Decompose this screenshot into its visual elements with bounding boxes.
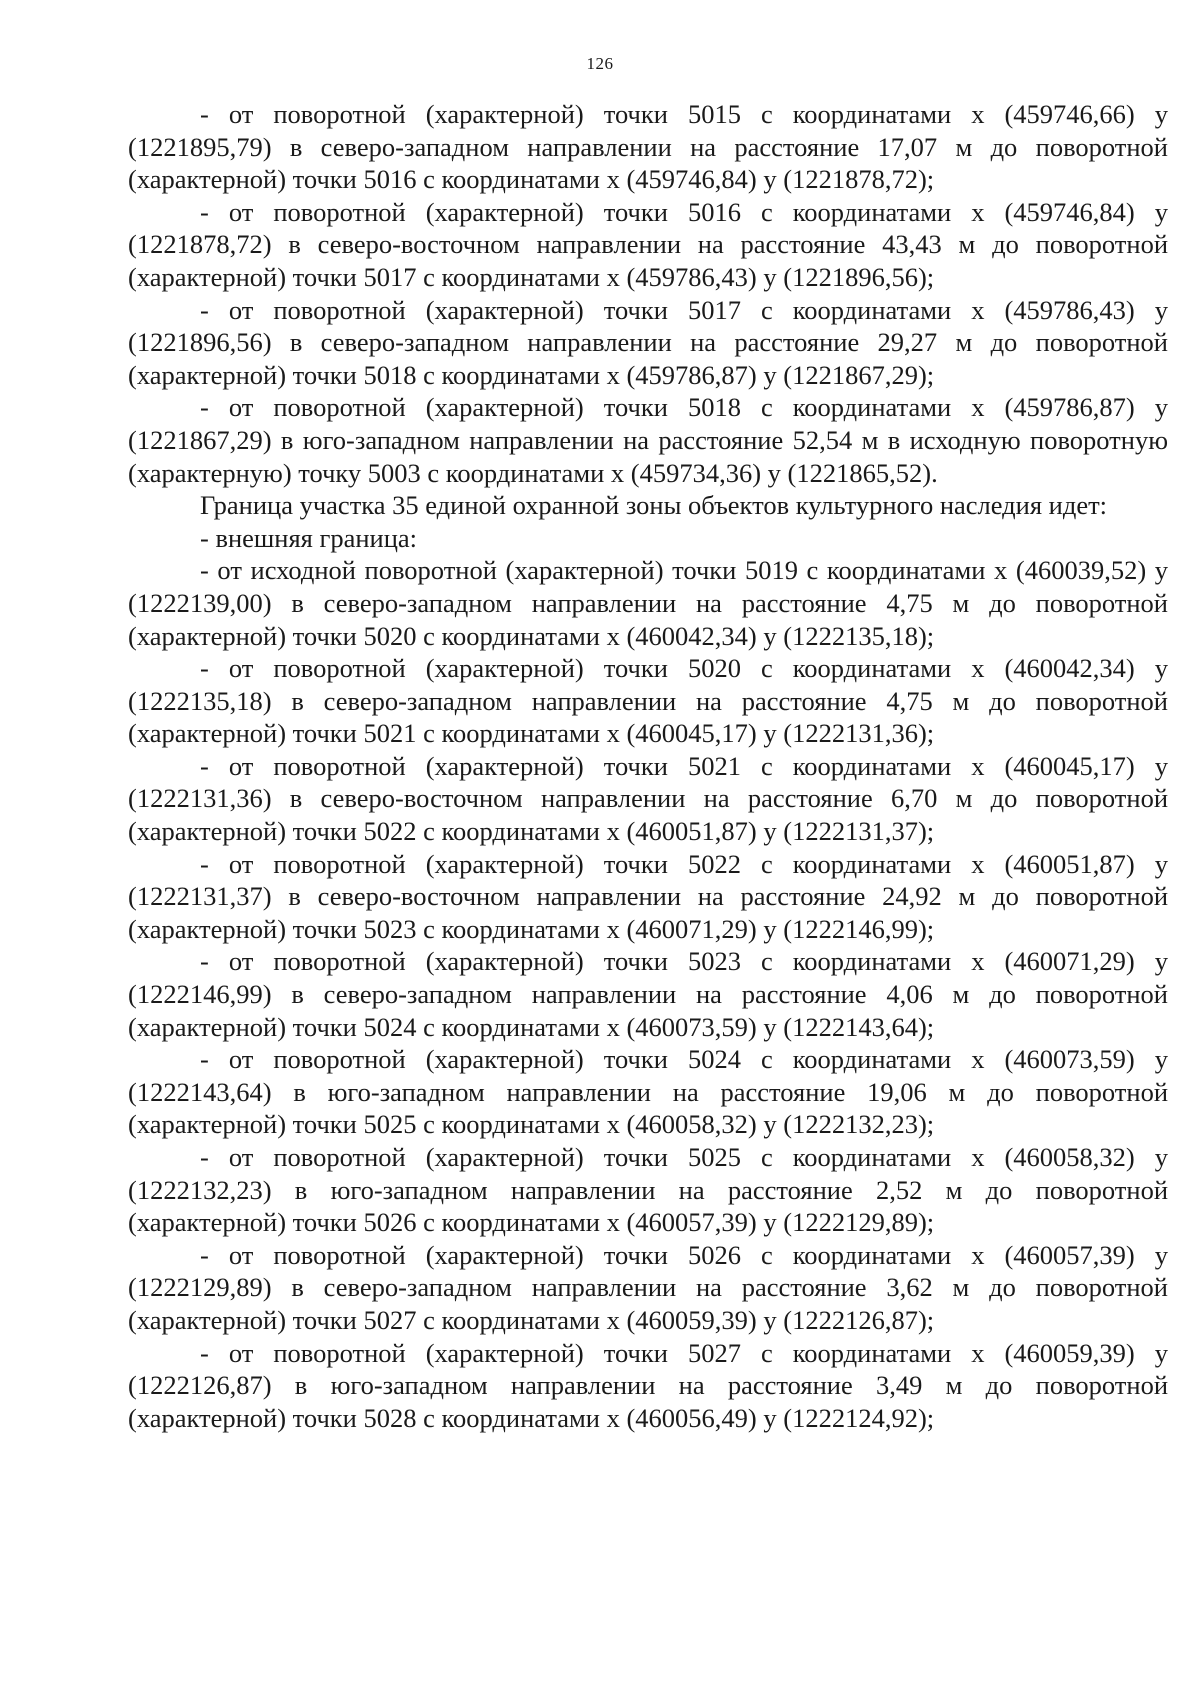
boundary-segment-5019-5020: - от исходной поворотной (характерной) точки 5019 с координатами x (460039,52) y (1222139,00) в северо-западном направлении на расстояние 4,75 м до поворотной (характерной) точки 5020 с координатами x (460042,34) y (1222135,18); [128,555,1168,651]
boundary-segment-5024-5025: - от поворотной (характерной) точки 5024 с координатами x (460073,59) y (1222143,64) в юго-западном направлении на расстояние 19,06 м до поворотной (характерной) точки 5025 с координатами x (460058,32) y (1222132,23); [128,1044,1168,1140]
page-number: 126 [586,54,614,73]
boundary-segment-5026-5027: - от поворотной (характерной) точки 5026 с координатами x (460057,39) y (1222129,89) в северо-западном направлении на расстояние 3,62 м до поворотной (характерной) точки 5027 с координатами x (460059,39) y (1222126,87); [128,1239,1168,1335]
boundary-segment-5016-5017: - от поворотной (характерной) точки 5016 с координатами x (459746,84) y (1221878,72) в северо-восточном направлении на расстояние 43,43 м до поворотной (характерной) точки 5017 с координатами x (459786,43) y (1221896,56); [128,196,1168,292]
outer-boundary-label: - внешняя граница: [200,522,418,553]
boundary-segment-5020-5021: - от поворотной (характерной) точки 5020 с координатами x (460042,34) y (1222135,18) в северо-западном направлении на расстояние 4,75 м до поворотной (характерной) точки 5021 с координатами x (460045,17) y (1222131,36); [128,653,1168,749]
boundary-segment-5015-5016: - от поворотной (характерной) точки 5015 с координатами x (459746,66) y (1221895,79) в северо-западном направлении на расстояние 17,07 м до поворотной (характерной) точки 5016 с координатами x (459746,84) y (1221878,72); [128,99,1168,195]
document-body [128,98,1168,1434]
boundary-segment-5025-5026: - от поворотной (характерной) точки 5025 с координатами x (460058,32) y (1222132,23) в юго-западном направлении на расстояние 2,52 м до поворотной (характерной) точки 5026 с координатами x (460057,39) y (1222129,89); [128,1142,1168,1238]
boundary-segment-5021-5022: - от поворотной (характерной) точки 5021 с координатами x (460045,17) y (1222131,36) в северо-восточном направлении на расстояние 6,70 м до поворотной (характерной) точки 5022 с координатами x (460051,87) y (1222131,37); [128,750,1168,847]
section-heading-plot-35: Граница участка 35 единой охранной зоны объектов культурного наследия идет: [200,490,1108,521]
boundary-segment-5018-5003: - от поворотной (характерной) точки 5018 с координатами x (459786,87) y (1221867,29) в юго-западном направлении на расстояние 52,54 м в исходную поворотную (характерную) точку 5003 с координатами x (459734,36) y (1221865,52). [128,392,1168,488]
boundary-segment-5027-5028: - от поворотной (характерной) точки 5027 с координатами x (460059,39) y (1222126,87) в юго-западном направлении на расстояние 3,49 м до поворотной (характерной) точки 5028 с координатами x (460056,49) y (1222124,92); [128,1337,1168,1433]
boundary-segment-5023-5024: - от поворотной (характерной) точки 5023 с координатами x (460071,29) y (1222146,99) в северо-западном направлении на расстояние 4,06 м до поворотной (характерной) точки 5024 с координатами x (460073,59) y (1222143,64); [128,946,1168,1042]
boundary-segment-5017-5018: - от поворотной (характерной) точки 5017 с координатами x (459786,43) y (1221896,56) в северо-западном направлении на расстояние 29,27 м до поворотной (характерной) точки 5018 с координатами x (459786,87) y (1221867,29); [128,294,1168,390]
boundary-segment-5022-5023: - от поворотной (характерной) точки 5022 с координатами x (460051,87) y (1222131,37) в северо-восточном направлении на расстояние 24,92 м до поворотной (характерной) точки 5023 с координатами x (460071,29) y (1222146,99); [128,848,1168,944]
